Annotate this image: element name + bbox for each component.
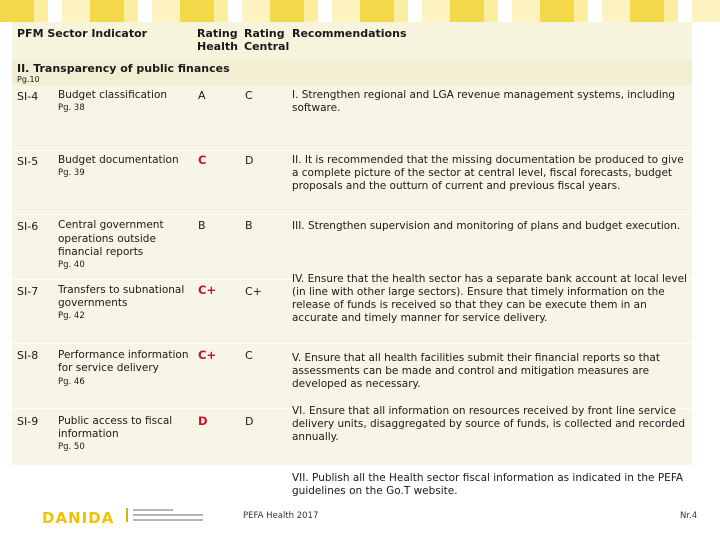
row-indicator-name: financial reports bbox=[58, 246, 144, 258]
row-indicator-name: Public access to fiscal bbox=[58, 415, 173, 427]
rating-health: D bbox=[198, 414, 208, 428]
row-indicator-name: Budget documentation bbox=[58, 154, 179, 166]
rating-central: D bbox=[245, 415, 254, 428]
row-page: Pg. 46 bbox=[58, 377, 85, 387]
rating-health: C bbox=[198, 153, 207, 167]
header-indicator: PFM Sector Indicator bbox=[17, 27, 148, 40]
section-title: II. Transparency of public finances bbox=[17, 62, 230, 75]
rating-central: C+ bbox=[245, 285, 262, 298]
rating-health: B bbox=[198, 219, 206, 232]
row-indicator-name: operations outside bbox=[58, 233, 156, 245]
logo-divider bbox=[126, 508, 128, 522]
row-code: SI-7 bbox=[17, 285, 39, 298]
row-indicator-name: Transfers to subnational bbox=[58, 284, 185, 296]
rating-central: D bbox=[245, 154, 254, 167]
row-code: SI-9 bbox=[17, 415, 39, 428]
header-rating-health-1: Rating bbox=[197, 27, 238, 40]
header-recommendations: Recommendations bbox=[292, 27, 407, 40]
page-number: Nr.4 bbox=[680, 511, 698, 521]
recommendation-text: I. Strengthen regional and LGA revenue management systems, including software. bbox=[292, 89, 676, 114]
row-page: Pg. 38 bbox=[58, 103, 85, 113]
row-indicator-name: Budget classification bbox=[58, 89, 168, 101]
row-indicator-name: information bbox=[58, 428, 119, 440]
recommendation-vii: VII. Publish all the Health sector fiscal information as indicated in the PEFA guidelines on the Go.T website. bbox=[292, 472, 684, 497]
row-indicator-name: for service delivery bbox=[58, 362, 159, 374]
row-page: Pg. 39 bbox=[58, 168, 85, 178]
row-page: Pg. 50 bbox=[58, 442, 85, 452]
row-code: SI-4 bbox=[17, 90, 39, 103]
recommendation-text: V. Ensure that all health facilities submit their financial reports so that assessments can be made and control and mitigation measures are developed as necessary. bbox=[292, 352, 660, 390]
danida-logo: DANIDA bbox=[42, 509, 115, 527]
footer-title: PEFA Health 2017 bbox=[243, 511, 319, 521]
decorative-top-stripes bbox=[0, 0, 720, 22]
recommendation-text: III. Strengthen supervision and monitoring of plans and budget execution. bbox=[292, 220, 681, 232]
rating-health: A bbox=[198, 89, 206, 102]
row-indicator-name: Performance information bbox=[58, 349, 189, 361]
row-code: SI-5 bbox=[17, 155, 39, 168]
row-code: SI-6 bbox=[17, 220, 39, 233]
recommendation-text: VI. Ensure that all information on resources received by front line service delivery units, disaggregated by source of funds, is collected and recorded annually. bbox=[292, 405, 686, 443]
recommendation-text: II. It is recommended that the missing documentation be produced to give a complete picture of the sector at central level, fiscal forecasts, budget proposals and the outturn of current and previous fiscal years. bbox=[292, 154, 684, 192]
row-page: Pg. 40 bbox=[58, 260, 85, 270]
header-rating-health-2: Health bbox=[197, 40, 238, 53]
row-indicator-name: governments bbox=[58, 297, 128, 309]
rating-central: C bbox=[245, 349, 253, 362]
rating-central: B bbox=[245, 219, 253, 232]
row-page: Pg. 42 bbox=[58, 311, 85, 321]
header-rating-central-2: Central bbox=[244, 40, 290, 53]
danida-logo-subtext-graphic bbox=[133, 509, 205, 523]
row-code: SI-8 bbox=[17, 349, 39, 362]
recommendation-text: IV. Ensure that the health sector has a separate bank account at local level (in line with other large sectors). Ensure that timely information on the release of funds is received so that they can be execute them in an accurate and timely manner for service delivery. bbox=[292, 273, 687, 324]
section-page: Pg.10 bbox=[17, 75, 40, 84]
rating-health: C+ bbox=[198, 348, 217, 362]
header-rating-central-1: Rating bbox=[244, 27, 285, 40]
row-indicator-name: Central government bbox=[58, 219, 164, 231]
rating-health: C+ bbox=[198, 283, 217, 297]
rating-central: C bbox=[245, 89, 253, 102]
